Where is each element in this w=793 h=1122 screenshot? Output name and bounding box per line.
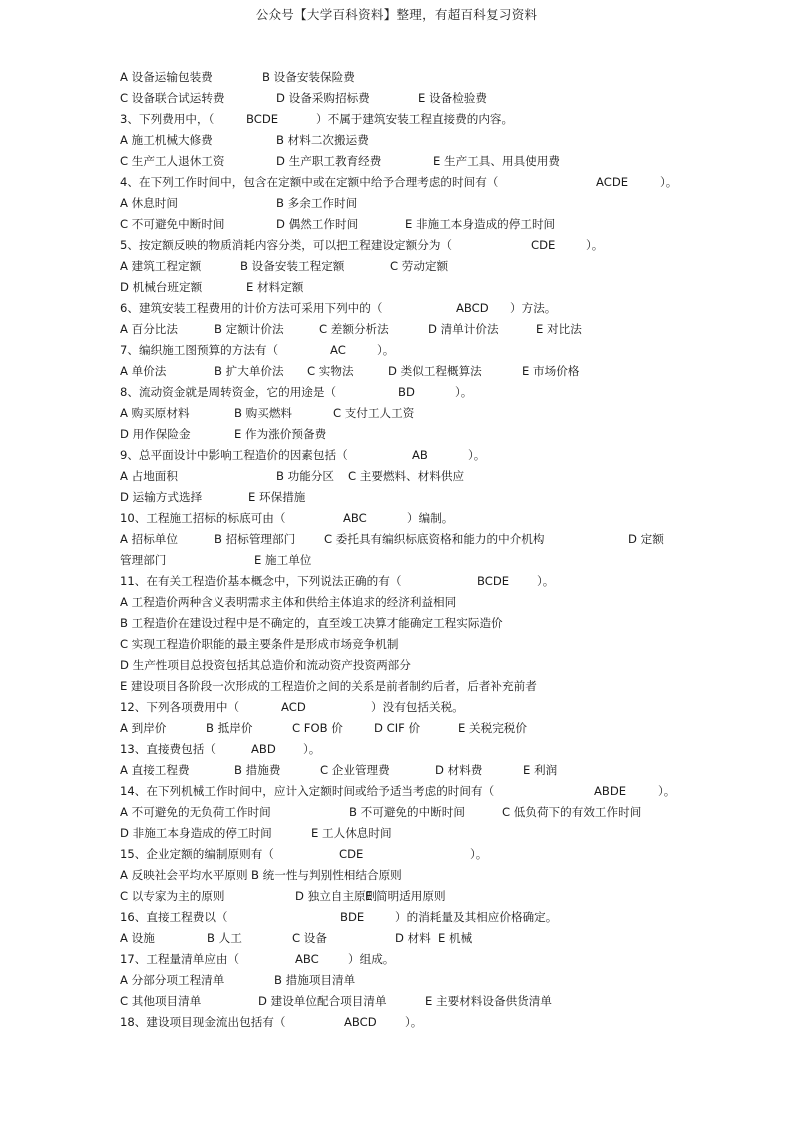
text-line (120, 844, 680, 865)
text-segment: ）不属于建筑安装工程直接费的内容。 (316, 112, 514, 126)
text-segment: A 工程造价两种含义表明需求主体和供给主体追求的经济利益相同 (120, 595, 457, 609)
text-line (120, 67, 680, 88)
text-line (120, 970, 680, 991)
text-line (120, 676, 680, 697)
text-segment: 12、下列各项费用中（ (120, 700, 240, 714)
text-segment: C 劳动定额 (390, 259, 449, 273)
text-segment: C 生产工人退休工资 (120, 154, 225, 168)
text-line (120, 718, 680, 739)
text-segment: E 机械 (438, 931, 473, 945)
text-line (120, 529, 680, 550)
text-segment: D 用作保险金 (120, 427, 191, 441)
text-segment: B 不可避免的中断时间 (349, 805, 465, 819)
text-segment: C 主要燃料、材料供应 (348, 469, 465, 483)
text-segment: ）的消耗量及其相应价格确定。 (395, 910, 558, 924)
text-segment: BCDE (477, 574, 510, 588)
text-segment: ）没有包括关税。 (371, 700, 464, 714)
text-segment: B 功能分区 (276, 469, 335, 483)
text-segment: B 设备安装工程定额 (240, 259, 345, 273)
text-line (120, 634, 680, 655)
text-segment: D 偶然工作时间 (276, 217, 359, 231)
text-segment: D 材料费 (435, 763, 483, 777)
text-line (120, 487, 680, 508)
text-line (120, 151, 680, 172)
text-line (120, 907, 680, 928)
text-segment: C FOB 价 (292, 721, 343, 735)
text-line (120, 340, 680, 361)
text-segment: A 设施 (120, 931, 155, 945)
text-segment: ）。 (455, 385, 473, 399)
text-segment: D 设备采购招标费 (276, 91, 370, 105)
text-segment: A 直接工程费 (120, 763, 190, 777)
text-segment: C 差额分析法 (319, 322, 389, 336)
text-segment: D 生产性项目总投资包括其总造价和流动资产投资两部分 (120, 658, 411, 672)
text-segment: D 机械台班定额 (120, 280, 203, 294)
text-segment: A 设备运输包装费 (120, 70, 213, 84)
text-segment: ）。 (303, 742, 321, 756)
text-segment: A 招标单位 (120, 532, 178, 546)
text-segment: AB (412, 448, 428, 462)
text-segment: ）编制。 (407, 511, 454, 525)
text-segment: D 生产职工教育经费 (276, 154, 382, 168)
text-segment: A 到岸价 (120, 721, 167, 735)
text-segment: B 人工 (207, 931, 242, 945)
text-segment: 4、在下列工作时间中，包含在定额中或在定额中给予合理考虑的时间有（ (120, 175, 499, 189)
text-segment: ）。 (470, 847, 488, 861)
text-segment: 6、建筑安装工程费用的计价方法可采用下列中的（ (120, 301, 383, 315)
text-segment: ）。 (377, 343, 395, 357)
text-line (120, 298, 680, 319)
text-segment: E 对比法 (536, 322, 582, 336)
text-line (120, 88, 680, 109)
text-segment: B 设备安装保险费 (262, 70, 355, 84)
text-segment: C 低负荷下的有效工作时间 (502, 805, 642, 819)
text-segment: 16、直接工程费以（ (120, 910, 228, 924)
text-segment: CDE (531, 238, 556, 252)
text-line (120, 277, 680, 298)
text-segment: A 施工机械大修费 (120, 133, 213, 147)
text-line (120, 823, 680, 844)
text-segment: ）。 (537, 574, 555, 588)
text-segment: ABCD (456, 301, 489, 315)
text-line (120, 613, 680, 634)
text-line (120, 886, 680, 907)
text-segment: ）。 (660, 175, 678, 189)
text-segment: E 工人休息时间 (311, 826, 392, 840)
text-segment: BDE (340, 910, 365, 924)
text-segment: D 类似工程概算法 (388, 364, 482, 378)
text-segment: E 作为涨价预备费 (234, 427, 327, 441)
text-segment: C 实物法 (307, 364, 354, 378)
text-segment: E 非施工本身造成的停工时间 (405, 217, 556, 231)
text-segment: BCDE (246, 112, 279, 126)
text-segment: A 占地面积 (120, 469, 178, 483)
text-segment: E 建设项目各阶段一次形成的工程造价之间的关系是前者制约后者，后者补充前者 (120, 679, 537, 693)
text-segment: ABD (251, 742, 276, 756)
text-line (120, 424, 680, 445)
text-segment: AC (330, 343, 346, 357)
text-segment: E 环保措施 (248, 490, 306, 504)
text-line (120, 193, 680, 214)
text-line (120, 361, 680, 382)
text-segment: E 简明适用原则 (365, 889, 446, 903)
text-line (120, 508, 680, 529)
text-segment: 18、建设项目现金流出包括有（ (120, 1015, 286, 1029)
text-segment: D 运输方式选择 (120, 490, 203, 504)
text-segment: A 单价法 (120, 364, 167, 378)
text-segment: E 主要材料设备供货清单 (425, 994, 552, 1008)
text-segment: ACDE (596, 175, 629, 189)
text-segment: D 材料 (395, 931, 431, 945)
text-segment: E 利润 (523, 763, 558, 777)
text-segment: ACD (281, 700, 306, 714)
text-segment: C 设备 (292, 931, 327, 945)
text-line (120, 130, 680, 151)
text-segment: 17、工程量清单应由（ (120, 952, 240, 966)
text-line (120, 697, 680, 718)
text-segment: 3、下列费用中，（ (120, 112, 215, 126)
text-line (120, 403, 680, 424)
text-line (120, 214, 680, 235)
text-line (120, 466, 680, 487)
text-segment: 7、编织施工图预算的方法有（ (120, 343, 279, 357)
text-segment: E 生产工具、用具使用费 (433, 154, 560, 168)
text-segment: 8、流动资金就是周转资金，它的用途是（ (120, 385, 337, 399)
text-line (120, 571, 680, 592)
text-segment: 13、直接费包括（ (120, 742, 216, 756)
text-segment: ）组成。 (348, 952, 395, 966)
text-segment: 15、企业定额的编制原则有（ (120, 847, 274, 861)
text-line (120, 550, 680, 571)
text-line (120, 382, 680, 403)
text-segment: ）。 (658, 784, 676, 798)
text-segment: B 扩大单价法 (214, 364, 284, 378)
text-segment: E 设备检验费 (418, 91, 487, 105)
text-segment: ABC (343, 511, 367, 525)
text-segment: B 定额计价法 (214, 322, 284, 336)
text-line (120, 172, 680, 193)
text-segment: B 工程造价在建设过程中是不确定的，直至竣工决算才能确定工程实际造价 (120, 616, 503, 630)
text-segment: A 反映社会平均水平原则 (120, 868, 248, 882)
text-segment: C 设备联合试运转费 (120, 91, 225, 105)
text-segment: B 统一性与判别性相结合原则 (251, 868, 402, 882)
text-line (120, 781, 680, 802)
text-segment: 14、在下列机械工作时间中，应计入定额时间或给予适当考虑的时间有（ (120, 784, 495, 798)
text-segment: D 定额 (628, 532, 664, 546)
text-segment: D CIF 价 (374, 721, 421, 735)
text-segment: ABC (295, 952, 319, 966)
text-line (120, 235, 680, 256)
text-segment: D 非施工本身造成的停工时间 (120, 826, 272, 840)
text-segment: ）。 (468, 448, 486, 462)
text-segment: B 材料二次搬运费 (276, 133, 369, 147)
text-segment: D 建设单位配合项目清单 (258, 994, 387, 1008)
text-segment: B 抵岸价 (206, 721, 253, 735)
question-list (120, 67, 680, 1033)
text-segment: A 分部分项工程清单 (120, 973, 225, 987)
text-segment: C 企业管理费 (320, 763, 390, 777)
text-segment: B 措施项目清单 (274, 973, 356, 987)
text-segment: C 以专家为主的原则 (120, 889, 225, 903)
text-segment: 11、在有关工程造价基本概念中，下列说法正确的有（ (120, 574, 402, 588)
text-segment: 10、工程施工招标的标底可由（ (120, 511, 286, 525)
text-line (120, 991, 680, 1012)
text-line (120, 760, 680, 781)
text-segment: D 清单计价法 (428, 322, 499, 336)
text-line (120, 865, 680, 886)
text-segment: ）。 (405, 1015, 423, 1029)
text-line (120, 655, 680, 676)
text-line (120, 109, 680, 130)
text-segment: E 关税完税价 (458, 721, 527, 735)
text-segment: ）方法。 (510, 301, 557, 315)
text-segment: A 建筑工程定额 (120, 259, 202, 273)
text-line (120, 445, 680, 466)
text-line (120, 739, 680, 760)
page-header: 公众号【大学百科资料】整理，有超百科复习资料 (255, 7, 538, 22)
text-segment: E 材料定额 (246, 280, 304, 294)
text-segment: B 措施费 (234, 763, 281, 777)
text-segment: B 购买燃料 (234, 406, 293, 420)
text-segment: ABDE (594, 784, 627, 798)
text-segment: A 购买原材料 (120, 406, 190, 420)
text-segment: A 百分比法 (120, 322, 178, 336)
text-segment: C 支付工人工资 (333, 406, 415, 420)
text-line (120, 1012, 680, 1033)
text-segment: A 休息时间 (120, 196, 178, 210)
text-segment: BD (398, 385, 415, 399)
text-segment: E 市场价格 (522, 364, 580, 378)
text-segment: ABCD (344, 1015, 377, 1029)
text-segment: C 委托具有编织标底资格和能力的中介机构 (324, 532, 545, 546)
text-line (120, 592, 680, 613)
text-segment: 9、总平面设计中影响工程造价的因素包括（ (120, 448, 348, 462)
text-segment: D 独立自主原则 (295, 889, 378, 903)
text-segment: C 其他项目清单 (120, 994, 202, 1008)
text-segment: B 多余工作时间 (276, 196, 358, 210)
text-segment: 5、按定额反映的物质消耗内容分类，可以把工程建设定额分为（ (120, 238, 453, 252)
text-segment: B 招标管理部门 (214, 532, 296, 546)
text-line (120, 928, 680, 949)
text-segment: 管理部门 (120, 553, 167, 567)
text-segment: C 实现工程造价职能的最主要条件是形成市场竞争机制 (120, 637, 399, 651)
text-segment: E 施工单位 (254, 553, 312, 567)
text-line (120, 319, 680, 340)
text-segment: C 不可避免中断时间 (120, 217, 225, 231)
text-line (120, 949, 680, 970)
text-segment: A 不可避免的无负荷工作时间 (120, 805, 271, 819)
text-segment: ）。 (586, 238, 604, 252)
text-segment: CDE (339, 847, 364, 861)
text-line (120, 802, 680, 823)
text-line (120, 256, 680, 277)
